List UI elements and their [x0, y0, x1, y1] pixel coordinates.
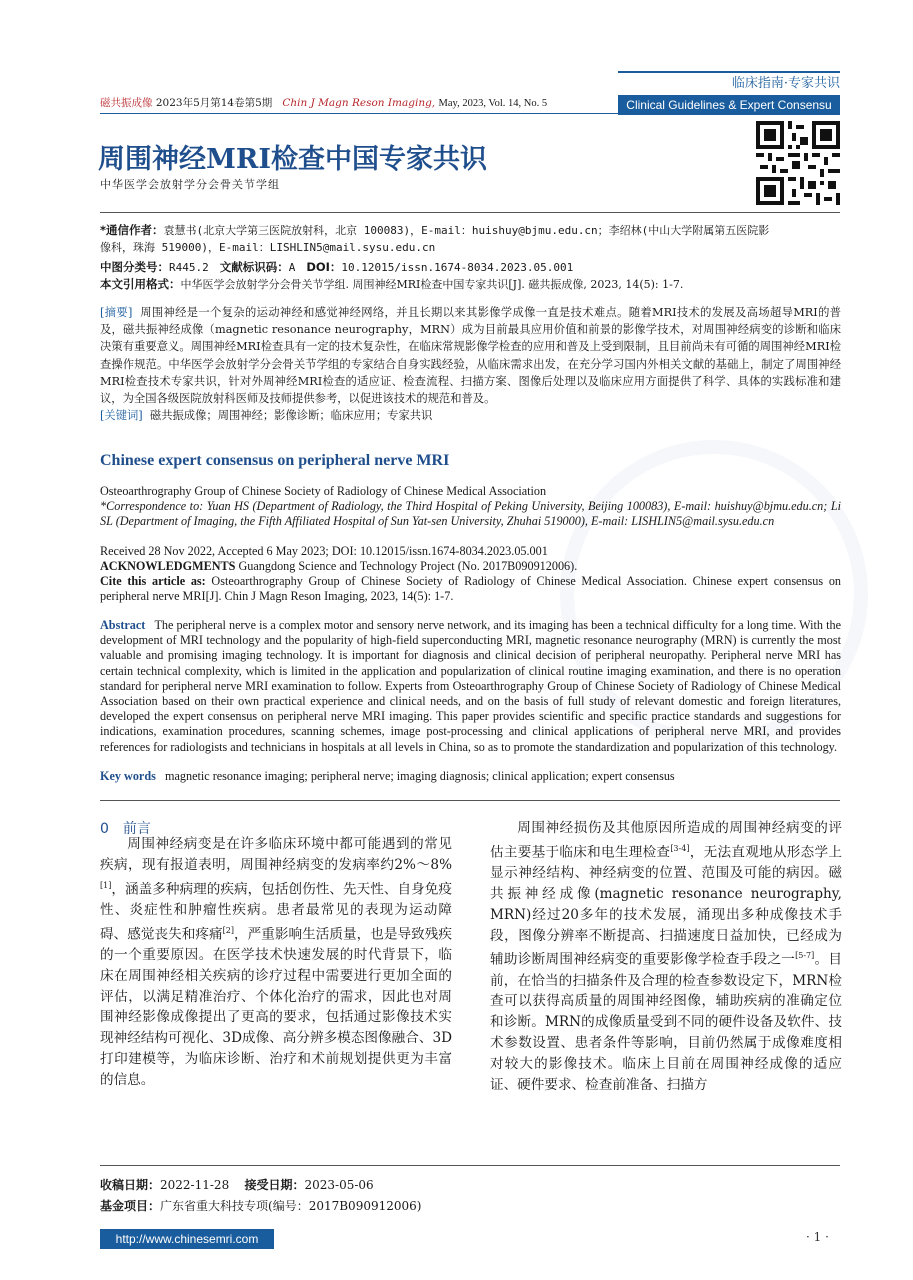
citation-ref: [2]: [222, 925, 234, 935]
divider: [100, 212, 840, 213]
cite-en: [100, 574, 841, 604]
qr-code-icon: [756, 121, 840, 205]
citation-ref: [3-4]: [670, 843, 690, 853]
clc-label: 中图分类号：: [100, 260, 169, 274]
citation-ref: [1]: [100, 880, 112, 890]
accepted-value: 2023-05-06: [304, 1178, 374, 1192]
accepted-label: 接受日期：: [244, 1178, 305, 1192]
body-text: ，无法直观地从形态学上显示神经结构、神经病变的位置、范围及可能的病因。磁共振神经成像(magnetic resonance neurography, MRN)经过20多年的技术发展，涌现出多种成像技术手段，图像分辨率不断提高、扫描速度日益加快，已经成为辅助诊断周围神经病变的重要影像学检查手段之一: [490, 844, 843, 968]
acknowledgments-en: [100, 559, 841, 574]
cite-cn-label: 本文引用格式：: [100, 277, 181, 291]
ack-label: ACKNOWLEDGMENTS: [100, 559, 236, 573]
keywords-cn-text: 磁共振成像；周围神经；影像诊断；临床应用；专家共识: [149, 409, 433, 423]
body-text: 周围神经病变是在许多临床环境中都可能遇到的常见疾病，现有报道表明，周围神经病变的发病率约2%～8%: [100, 836, 452, 873]
abstract-en-label: Abstract: [100, 618, 146, 632]
header-rule: [100, 113, 618, 114]
received-en: Received 28 Nov 2022, Accepted 6 May 2023; DOI: 10.12015/issn.1674-8034.2023.05.001: [100, 544, 548, 558]
correspondence-text-2: 像科，珠海 519000)，E-mail：LISHLIN5@mail.sysu.edu.cn: [100, 241, 436, 254]
keywords-en-text: magnetic resonance imaging; peripheral nerve; imaging diagnosis; clinical application; expert consensus: [165, 769, 675, 783]
cite-cn-value: 中华医学会放射学分会骨关节学组. 周围神经MRI检查中国专家共识[J]. 磁共振成像, 2023, 14(5): 1-7.: [180, 278, 684, 291]
correspondence-text-1: 袁慧书(北京大学第三医院放射科，北京 100083)，E-mail：huishuy@bjmu.edu.cn；李绍林(中山大学附属第五医院影: [163, 224, 770, 237]
cite-en-label: Cite this article as:: [100, 574, 206, 588]
divider: [100, 800, 840, 801]
doc-code-label: 文献标识码：: [219, 260, 289, 274]
running-issue-cn: 2023年5月第14卷第5期: [155, 97, 273, 109]
body-text: ，严重影响生活质量，也是导致残疾的一个重要原因。在医学技术快速发展的时代背景下，临床在周围神经相关疾病的诊疗过程中需要进行更加全面的评估，以满足精准治疗、个体化治疗的需求，因此也对周围神经影像成像提出了更高的要求，包括通过影像技术实现神经结构可视化、3D成像、高分辨多模态图像融合、3D打印建模等，为临床诊断、治疗和术前规划提供更为丰富的信息。: [100, 926, 453, 1088]
body-text: 周围神经损伤及其他原因所造成的周围神经病变的评估主要基于临床和电生理检查: [490, 820, 842, 861]
citation-ref: [5-7]: [795, 951, 815, 961]
body-text: 。目前，在恰当的扫描条件及合理的检查参数设定下，MRN检查可以获得高质量的周围神经图像，辅助疾病的准确定位和诊断。MRN的成像质量受到不同的硬件设备及软件、技术参数设置、患者条件等影响，目前仍然属于成像难度相对较大的影像技术。临床上目前在周围神经成像的适应证、硬件要求、检查前准备、扫描方: [490, 951, 843, 1093]
body-column-left: [100, 834, 452, 1091]
keywords-en: [100, 769, 675, 784]
funding-line: [100, 1197, 421, 1214]
cite-en-text: Osteoarthrography Group of Chinese Society of Radiology of Chinese Medical Association. Chinese expert consensus on peripheral nerve MRI[J]. Chin J Magn Reson Imaging, 2023, 14(5): 1-7.: [100, 574, 842, 604]
cite-cn-line: [100, 276, 683, 293]
funding-label: 基金项目：: [100, 1199, 161, 1213]
doc-code-value: A: [288, 261, 296, 274]
running-journal-en: Chin J Magn Reson Imaging,: [282, 97, 436, 109]
article-title-en: Chinese expert consensus on peripheral nerve MRI: [100, 452, 450, 469]
article-title-cn: 周围神经MRI检查中国专家共识: [98, 144, 487, 175]
correspondence-label: *通信作者：: [100, 223, 164, 237]
author-group-en: Osteoarthrography Group of Chinese Society of Radiology of Chinese Medical Association: [100, 484, 547, 498]
running-journal-cn: 磁共振成像: [100, 97, 153, 109]
clc-value: R445.2: [169, 261, 209, 274]
category-en: Clinical Guidelines & Expert Consensu: [618, 95, 840, 115]
dates-line: [100, 1176, 374, 1193]
author-group-cn: 中华医学会放射学分会骨关节学组: [100, 178, 280, 191]
abstract-cn: [100, 304, 841, 424]
keywords-cn-label: [关键词]: [100, 409, 143, 423]
abstract-en-text: The peripheral nerve is a complex motor and sensory nerve network, and its imaging has been a technical difficulty for a long time. With the development of MRI technology and the popularity of high-field superconducting MRI, magnetic resonance neurography (MRN) is currently the most valuable and promising imaging technology. It is important for diagnosis and clinical decision of peripheral neuropathy. Peripheral nerve MRI has certain technical complexity, which is limited in the application and popularization of clinical routine imaging examination, and there is no operation standard for peripheral nerve MRI examination to follow. Experts from Osteoarthrography Group of Chinese Society of Radiology of Chinese Medical Association based on their own practical experience and clinical needs, and on the basis of full study of relevant domestic and foreign literatures, developed the expert consensus on peripheral nerve MRI imaging. This paper provides scientific and specific practice standards and suggestions for indications, examination procedures, scanning schemes, image post-processing and clinical applications of peripheral nerve MRI, and provides references for radiologists and technicians in hospitals at all levels in China, so as to promote the standardization and popularization of this technology.: [100, 618, 841, 754]
body-column-right: [490, 818, 842, 1095]
section-heading: 0 前言: [100, 821, 151, 837]
abstract-en: [100, 618, 841, 755]
keywords-en-label: Key words: [100, 769, 156, 783]
ack-text: Guangdong Science and Technology Project (No. 2017B090912006).: [238, 559, 578, 573]
received-value: 2022-11-28: [160, 1178, 230, 1192]
abstract-cn-text: 周围神经是一个复杂的运动神经和感觉神经网络，并且长期以来其影像学成像一直是技术难点。随着MRI技术的发展及高场超导MRI的普及，磁共振神经成像（magnetic resonance neurography，MRN）成为目前最具应用价值和前景的影像学技术，对周围神经病变的诊断和临床决策有重要意义。周围神经MRI检查具有一定的技术复杂性，在临床常规影像学检查的应用和普及上受到限制，且目前尚未有可循的周围神经MRI检查操作规范。中华医学会放射学分会骨关节学组的专家结合自身实践经验，从临床需求出发，在充分学习国内外相关文献的基础上，制定了周围神经MRI检查技术专家共识，针对外周神经MRI检查的适应证、检查流程、扫描方案、图像后处理以及临床应用方面提供了科学、具体的实践标准和建议，为全国各级医院放射科医师及技师提供参考，以促进该技术的规范和普及。: [100, 306, 842, 406]
journal-url-link[interactable]: http://www.chinesemri.com: [115, 1232, 259, 1246]
running-issue-en: May, 2023, Vol. 14, No. 5: [438, 98, 548, 109]
classification-line: [100, 259, 573, 276]
divider: [100, 1165, 840, 1166]
doi-label: DOI：: [306, 260, 342, 274]
doi-value: 10.12015/issn.1674-8034.2023.05.001: [341, 261, 574, 274]
correspondence-cn: [100, 222, 769, 239]
category-cn: 临床指南·专家共识: [731, 76, 840, 91]
received-label: 收稿日期：: [100, 1178, 161, 1192]
page-number: · 1 ·: [806, 1230, 829, 1244]
funding-value: 广东省重大科技专项(编号：2017B090912006): [160, 1199, 422, 1213]
body-text: ，涵盖多种病理的疾病，包括创伤性、先天性、自身免疫性、炎症性和肿瘤性疾病。患者最常见的表现为运动障碍、感觉丧失和疼痛: [100, 881, 452, 943]
correspondence-en: *Correspondence to: Yuan HS (Department of Radiology, the Third Hospital of Peking University, Beijing 100083), E-mail: huishuy@bjmu.edu.cn; Li SL (Department of Imaging, the Fifth Affiliated Hospital of Sun Yat-sen University, Zhuhai 519000), E-mail: LISHLIN5@mail.sysu.edu.cn: [100, 499, 841, 529]
abstract-cn-label: [摘要]: [100, 306, 133, 319]
running-header: [100, 95, 547, 110]
